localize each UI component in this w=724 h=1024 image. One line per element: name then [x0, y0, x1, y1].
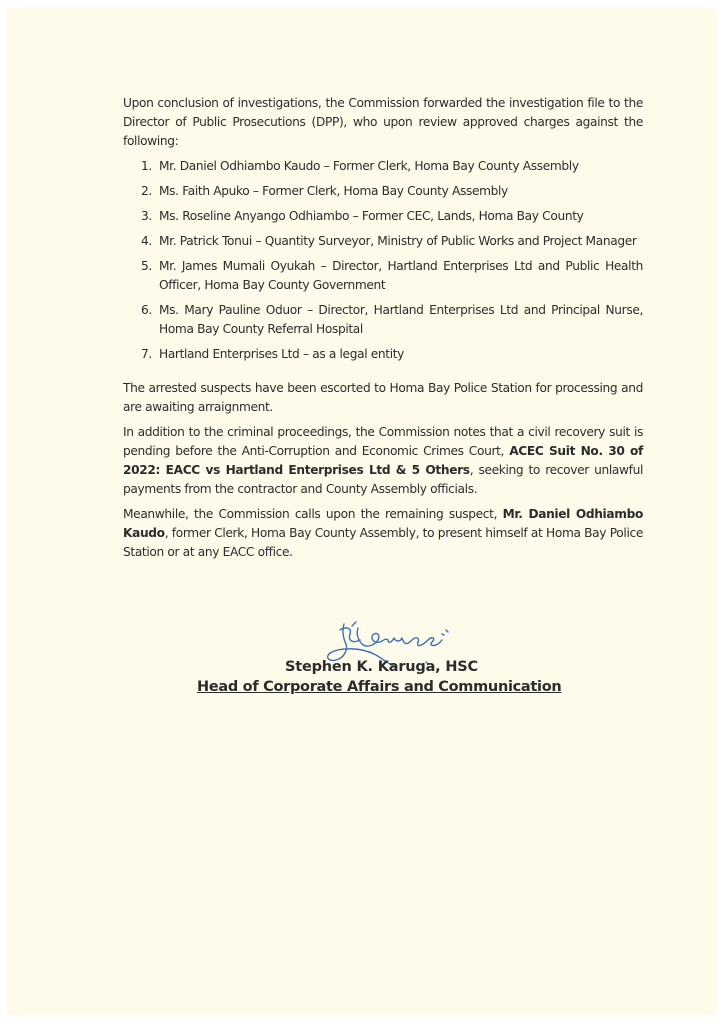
list-number: 3.	[141, 209, 152, 223]
remaining-text-before: Meanwhile, the Commission calls upon the remaining suspect,	[123, 507, 503, 521]
signer-title: Head of Corporate Affairs and Communication	[197, 679, 562, 695]
list-item	[123, 257, 643, 295]
list-item	[123, 301, 643, 339]
list-number: 5.	[141, 259, 152, 273]
list-text: Hartland Enterprises Ltd – as a legal entity	[159, 347, 405, 361]
civil-text-after: , seeking to recover unlawful payments from the contractor and County Assembly officials.	[123, 463, 643, 496]
document-body	[123, 94, 643, 568]
list-number: 1.	[141, 159, 152, 173]
remaining-suspect-paragraph	[123, 505, 643, 562]
list-item	[123, 207, 643, 226]
arrest-paragraph: The arrested suspects have been escorted to Homa Bay Police Station for processing and are awaiting arraignment.	[123, 381, 643, 414]
document-page	[7, 7, 717, 1015]
list-text: Ms. Faith Apuko – Former Clerk, Homa Bay County Assembly	[159, 184, 508, 198]
intro-paragraph: Upon conclusion of investigations, the Commission forwarded the investigation file to the Director of Public Prosecutions (DPP), who upon review approved charges against the following:	[123, 96, 643, 148]
list-item	[123, 157, 643, 176]
remaining-suspect-name: Mr. Daniel Odhiambo Kaudo	[123, 507, 643, 540]
list-item	[123, 182, 643, 201]
list-text: Ms. Mary Pauline Oduor – Director, Hartland Enterprises Ltd and Principal Nurse, Homa Bay County Referral Hospital	[159, 303, 643, 336]
charged-list	[123, 157, 643, 364]
suit-reference: ACEC Suit No. 30 of 2022: EACC vs Hartland Enterprises Ltd & 5 Others	[123, 444, 644, 477]
remaining-text-after: , former Clerk, Homa Bay County Assembly, to present himself at Homa Bay Police Station or at any EACC office.	[123, 526, 643, 559]
list-text: Ms. Roseline Anyango Odhiambo – Former CEC, Lands, Homa Bay County	[159, 209, 584, 223]
list-text: Mr. James Mumali Oyukah – Director, Hartland Enterprises Ltd and Public Health Officer, Homa Bay County Government	[159, 259, 643, 292]
civil-text-before: In addition to the criminal proceedings, the Commission notes that a civil recovery suit is pending before the Anti-Corruption and Economic Crimes Court,	[123, 425, 643, 458]
list-text: Mr. Patrick Tonui – Quantity Surveyor, Ministry of Public Works and Project Manager	[159, 234, 637, 248]
list-item	[123, 232, 643, 251]
list-number: 6.	[141, 303, 152, 317]
list-text: Mr. Daniel Odhiambo Kaudo – Former Clerk, Homa Bay County Assembly	[159, 159, 579, 173]
list-item	[123, 345, 643, 364]
list-number: 2.	[141, 184, 152, 198]
signer-name: Stephen K. Karuga, HSC	[285, 659, 478, 675]
list-number: 7.	[141, 347, 152, 361]
list-number: 4.	[141, 234, 152, 248]
civil-suit-paragraph	[123, 423, 643, 499]
